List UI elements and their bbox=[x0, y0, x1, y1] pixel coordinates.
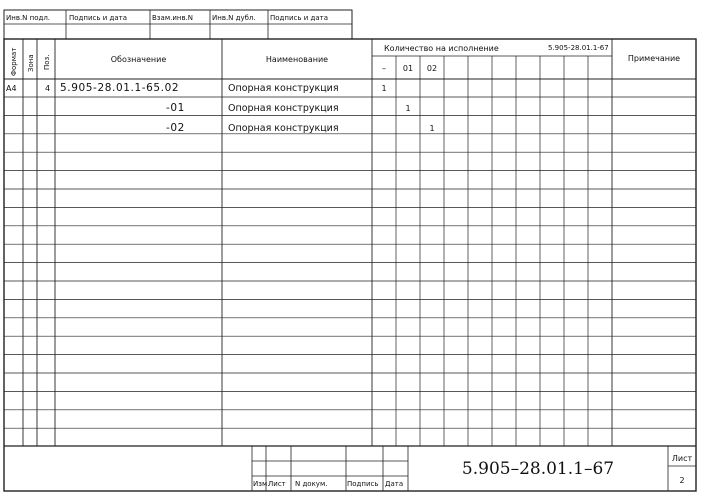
stamp-inv-original: Инв.N подл. bbox=[6, 14, 51, 22]
row-1-qty-base: 1 bbox=[381, 84, 387, 93]
document-number: 5.905–28.01.1–67 bbox=[461, 459, 615, 479]
title-label-sheet: Лист bbox=[268, 480, 286, 488]
title-label-change: Изм. bbox=[253, 480, 270, 488]
header-quantity-doc: 5.905-28.01.1-67 bbox=[548, 44, 609, 52]
row-3-qty-02: 1 bbox=[429, 124, 435, 133]
header-format: Формат bbox=[10, 47, 18, 76]
header-position: Поз. bbox=[43, 54, 51, 70]
stamp-signature-date-2: Подпись и дата bbox=[270, 14, 328, 22]
title-label-signature: Подпись bbox=[347, 480, 379, 488]
header-designation: Обозначение bbox=[110, 55, 167, 64]
row-1-name: Опорная конструкция bbox=[228, 83, 339, 94]
row-3-name: Опорная конструкция bbox=[228, 123, 339, 134]
row-1-position: 4 bbox=[45, 84, 51, 93]
variant-01: 01 bbox=[402, 64, 414, 73]
stamp-inv-duplicate: Инв.N дубл. bbox=[212, 14, 256, 22]
row-1-format: А4 bbox=[6, 84, 17, 93]
variant-base: – bbox=[382, 64, 386, 73]
sheet-label: Лист bbox=[671, 454, 693, 463]
header-note: Примечание bbox=[627, 54, 681, 63]
sheet-number: 2 bbox=[679, 476, 685, 485]
row-2-name: Опорная конструкция bbox=[228, 103, 339, 114]
title-label-doc-number: N докум. bbox=[295, 480, 328, 488]
variant-02: 02 bbox=[426, 64, 438, 73]
header-quantity: Количество на исполнение bbox=[384, 44, 499, 53]
header-name: Наименование bbox=[265, 55, 329, 64]
row-1-designation: 5.905-28.01.1-65.02 bbox=[60, 82, 180, 94]
header-zone: Зона bbox=[27, 54, 35, 72]
row-2-designation: -01 bbox=[166, 102, 185, 114]
row-2-qty-01: 1 bbox=[405, 104, 411, 113]
row-3-designation: -02 bbox=[166, 122, 185, 134]
stamp-signature-date-1: Подпись и дата bbox=[69, 14, 127, 22]
stamp-replaces-inv: Взам.инв.N bbox=[152, 14, 194, 22]
title-label-date: Дата bbox=[385, 480, 404, 488]
